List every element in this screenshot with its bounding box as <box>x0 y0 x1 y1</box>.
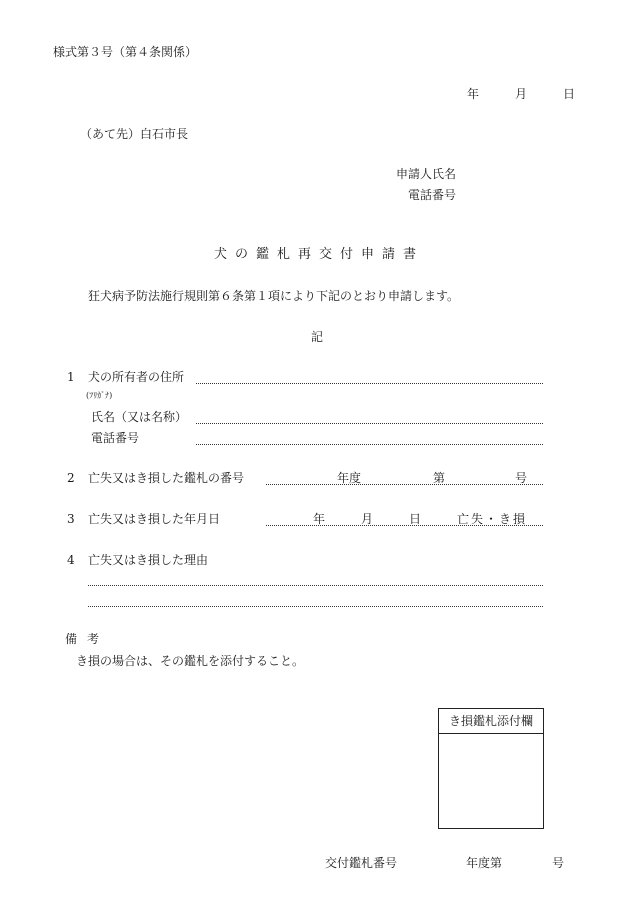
form-number: 様式第３号（第４条関係） <box>53 45 198 59</box>
item4-reason-line-2 <box>88 606 543 607</box>
date-month-label: 月 <box>515 87 528 101</box>
item1-name-line <box>196 423 543 424</box>
ki-label: 記 <box>311 330 324 344</box>
applicant-phone-label: 電話番号 <box>408 188 457 202</box>
date-day-label: 日 <box>563 87 576 101</box>
item3-date-line <box>266 525 543 526</box>
item3-number: 3 <box>67 512 75 526</box>
item1-phone-line <box>196 444 543 445</box>
applicant-name-label: 申請人氏名 <box>396 167 457 181</box>
remarks-text: き損の場合は、その鑑札を添付すること。 <box>76 654 305 668</box>
item2-nendo-label: 年度 <box>337 471 362 485</box>
item4-number: 4 <box>67 553 75 567</box>
item2-number-line <box>266 484 543 485</box>
footer-label: 交付鑑札番号 <box>325 856 398 870</box>
addressee: （あて先）白石市長 <box>80 127 189 141</box>
footer-go: 号 <box>552 856 565 870</box>
item4-label: 亡失又はき損した理由 <box>88 553 209 567</box>
attach-box-header <box>439 709 543 734</box>
item2-go-label: 号 <box>515 471 528 485</box>
item1-furigana: (ﾌﾘｶﾞﾅ) <box>86 391 113 400</box>
item1-name-label: 氏名（又は名称） <box>91 410 188 424</box>
intro-text: 狂犬病予防法施行規則第６条第１項により下記のとおり申請します。 <box>88 289 460 303</box>
item1-phone-label: 電話番号 <box>91 431 140 445</box>
item2-dai-label: 第 <box>433 471 446 485</box>
attach-box <box>438 708 544 829</box>
item3-year-label: 年 <box>313 512 326 526</box>
item4-reason-line-1 <box>88 585 543 586</box>
footer-nendo-dai: 年度第 <box>466 856 503 870</box>
attach-box-label: き損鑑札添付欄 <box>448 714 533 728</box>
item1-address-line <box>196 383 543 384</box>
remarks-title: 備考 <box>65 632 110 646</box>
item2-label: 亡失又はき損した鑑札の番号 <box>88 471 245 485</box>
item3-label: 亡失又はき損した年月日 <box>88 512 221 526</box>
item3-choice-label: 亡失・き損 <box>457 512 528 526</box>
document-title: 犬の鑑札再交付申請書 <box>213 247 424 262</box>
item1-address-label: 犬の所有者の住所 <box>88 370 185 384</box>
date-year-label: 年 <box>467 87 480 101</box>
item1-number: 1 <box>67 370 75 384</box>
item3-month-label: 月 <box>361 512 374 526</box>
item3-day-label: 日 <box>409 512 422 526</box>
item2-number: 2 <box>67 471 75 485</box>
